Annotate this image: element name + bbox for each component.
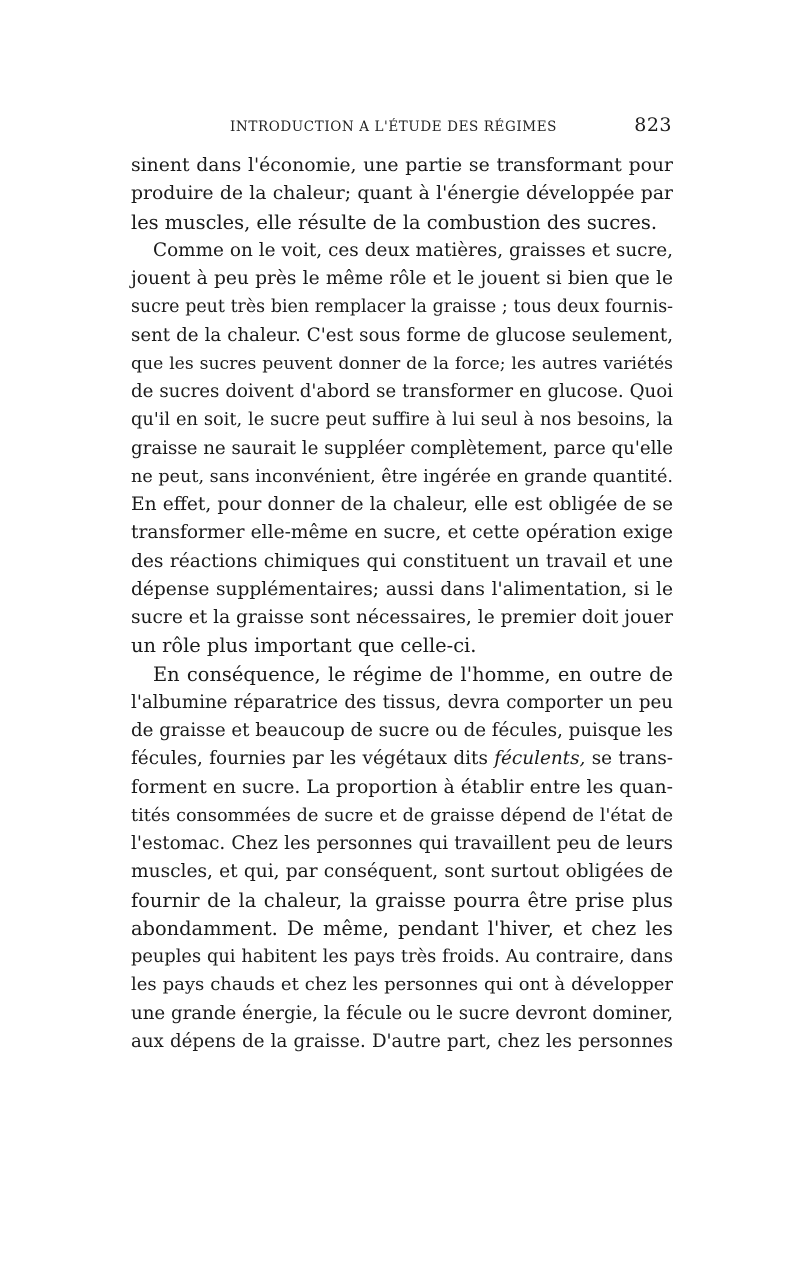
text-line: un rôle plus important que celle-ci. — [131, 634, 477, 658]
text-line: sinent dans l'économie, une partie se transformant pour — [131, 155, 673, 176]
paragraph-first-line: Comme on le voit, ces deux matières, graisses et sucre, — [153, 239, 673, 261]
text-line: graisse ne saurait le suppléer complètement, parce qu'elle — [131, 437, 674, 459]
text-line: les pays chauds et chez les personnes qui ont à développer — [131, 974, 673, 996]
text-line: transformer elle-même en sucre, et cette opération exige — [131, 522, 673, 544]
text-line: forment en sucre. La proportion à établir entre les quan- — [131, 776, 673, 798]
text-line: les muscles, elle résulte de la combustion des sucres. — [131, 210, 657, 234]
text-line: En effet, pour donner de la chaleur, elle est obligée de se — [131, 494, 673, 515]
text-line: peuples qui habitent les pays très froids. Au contraire, dans — [131, 946, 673, 967]
text-line: jouent à peu près le même rôle et le jouent si bien que le — [131, 268, 673, 289]
text-line: des réactions chimiques qui constituent un travail et une — [131, 550, 673, 572]
text-line: sent de la chaleur. C'est sous forme de glucose seulement, — [131, 324, 673, 346]
body-text — [131, 152, 673, 1056]
running-header — [132, 114, 672, 144]
text-line: dépense supplémentaires; aussi dans l'alimentation, si le — [131, 578, 673, 600]
text-line: qu'il en soit, le sucre peut suffire à lui seul à nos besoins, la — [131, 409, 673, 431]
page-number: 823 — [634, 114, 672, 136]
running-title: INTRODUCTION A L'ÉTUDE DES RÉGIMES — [230, 119, 558, 135]
text-line: de sucres doivent d'abord se transformer en glucose. Quoi — [131, 381, 673, 402]
text-line: une grande énergie, la fécule ou le sucre devront dominer, — [131, 1002, 673, 1024]
text-line: ne peut, sans inconvénient, être ingérée en grande quantité. — [131, 466, 673, 487]
text-segment: fécules, fournies par les végétaux dits — [131, 748, 495, 770]
text-line: l'estomac. Chez les personnes qui travaillent peu de leurs — [131, 833, 673, 854]
text-segment: se trans- — [585, 748, 674, 770]
text-line: produire de la chaleur; quant à l'énergie développée par — [131, 183, 673, 205]
text-line: muscles, et qui, par conséquent, sont surtout obligées de — [131, 861, 673, 883]
text-line: fournir de la chaleur, la graisse pourra être prise plus — [131, 888, 673, 912]
text-line: de graisse et beaucoup de sucre ou de fécules, puisque les — [131, 720, 673, 741]
italic-term: féculents, — [494, 748, 586, 770]
paragraph-first-line: En conséquence, le régime de l'homme, en outre de — [153, 662, 673, 686]
text-line-with-italic — [131, 745, 673, 773]
text-line: que les sucres peuvent donner de la force; les autres variétés — [131, 353, 673, 374]
text-line: tités consommées de sucre et de graisse dépend de l'état de — [131, 805, 673, 826]
text-line: sucre peut très bien remplacer la graisse ; tous deux fournis- — [131, 297, 673, 318]
text-line: abondamment. De même, pendant l'hiver, et chez les — [131, 916, 673, 940]
text-line: l'albumine réparatrice des tissus, devra comporter un peu — [131, 691, 673, 713]
text-line: aux dépens de la graisse. D'autre part, chez les personnes — [131, 1030, 673, 1052]
text-line: sucre et la graisse sont nécessaires, le premier doit jouer — [131, 607, 674, 628]
